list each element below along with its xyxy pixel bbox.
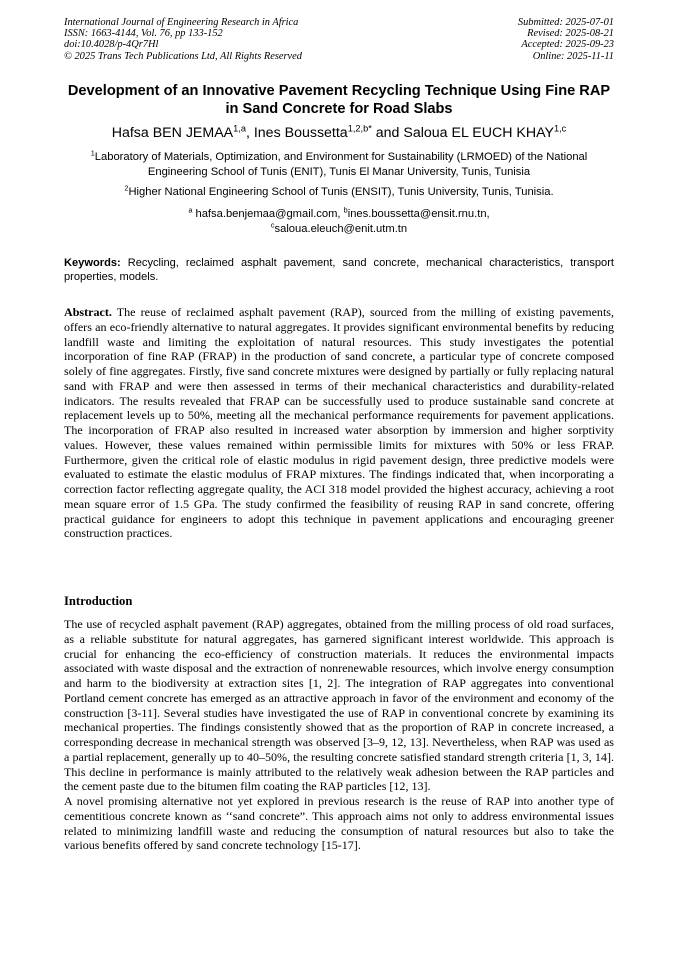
affiliation-text: Laboratory of Materials, Optimization, and Environment for Sustainability (LRMOED) of the National Engineering School of Tunis (ENIT), Tunis El Manar University, Tunis, Tunisia xyxy=(94,151,588,178)
email-marker: b xyxy=(343,205,348,215)
journal-name: International Journal of Engineering Research in Africa xyxy=(64,17,299,28)
author-affiliation-marker: 1,a xyxy=(233,123,246,134)
section-heading-introduction: Introduction xyxy=(64,594,133,608)
affiliation-text: Higher National Engineering School of Tunis (ENSIT), Tunis University, Tunis, Tunisia. xyxy=(128,186,554,198)
author-affiliation-marker: 1,2,b* xyxy=(347,123,372,134)
paper-title: Development of an Innovative Pavement Recycling Technique Using Fine RAP in Sand Concrete for Road Slabs xyxy=(67,83,611,117)
affiliation-1 xyxy=(64,150,614,180)
email-link[interactable]: ines.boussetta@ensit.rnu.tn, xyxy=(347,208,490,220)
publication-dates xyxy=(518,17,614,62)
journal-info xyxy=(64,17,302,62)
abstract-text: The reuse of reclaimed asphalt pavement (RAP), sourced from the milling of existing pavements, offers an eco-friendly alternative to natural aggregates. It provides significant environmental benefits by reducing landfill waste and limiting the exploitation of natural resources. This study investigates the potential incorporation of fine RAP (FRAP) in the production of sand concrete, a particular type of concrete composed solely of fine aggregates. Firstly, five sand concrete mixtures were designed by partially or fully replacing natural sand with FRAP and were then assessed in terms of their mechanical characteristics and durability-related indicators. The results revealed that FRAP can be successfully used to produce sustainable sand concrete at replacement levels up to 50%, meeting all the mechanical performance requirements for pavement applications. The incorporation of FRAP also resulted in increased water absorption by immersion and higher sorptivity values. However, these values remained within permissible limits for mixtures with 50% or less FRAP. Furthermore, given the critical role of elastic modulus in rigid pavement design, three predictive models were evaluated to estimate the elastic modulus of FRAP mixtures. The findings indicated that, when incorporating a correction factor reflecting aggregate quality, the ACI 318 model provided the highest accuracy, achieving a root mean square error of 1.5 GPa. The study confirmed the feasibility of reusing RAP in sand concrete, offering practical guidance for engineers to adopt this technique in pavement applications and encouraging greener construction practices. xyxy=(64,305,614,541)
affiliation-marker: 2 xyxy=(124,183,129,193)
author-name: Saloua EL EUCH KHAY xyxy=(403,125,554,141)
accepted-date: Accepted: 2025-09-23 xyxy=(521,39,614,51)
issn-volume: ISSN: 1663-4144, Vol. 76, pp 133-152 xyxy=(64,28,223,40)
author-name: Hafsa BEN JEMAA xyxy=(111,125,234,141)
email-marker: a xyxy=(188,205,193,215)
author-separator: and xyxy=(371,125,404,141)
affiliation-2 xyxy=(64,185,614,200)
email-link[interactable]: saloua.eleuch@enit.utm.tn xyxy=(274,223,408,235)
doi: doi:10.4028/p-4Qr7Hl xyxy=(64,39,159,51)
email-link[interactable]: hafsa.benjemaa@gmail.com, xyxy=(195,208,341,220)
email-marker: c xyxy=(270,220,275,230)
author-emails xyxy=(64,207,614,237)
copyright: © 2025 Trans Tech Publications Ltd, All Rights Reserved xyxy=(64,50,302,62)
revised-date: Revised: 2025-08-21 xyxy=(527,28,614,40)
affiliation-marker: 1 xyxy=(90,148,95,158)
author-name: Ines Boussetta xyxy=(253,125,348,141)
abstract-block xyxy=(64,305,614,541)
keywords-label: Keywords: xyxy=(64,257,121,269)
paragraph: A novel promising alternative not yet explored in previous research is the reuse of RAP into another type of cementitious concrete known as ‘‘sand concrete”. This approach aims not only to address environmental issues related to minimizing landfill waste and reducing the consumption of natural resources but also to take the various benefits offered by sand concrete technology [15-17]. xyxy=(64,794,614,853)
paragraph: The use of recycled asphalt pavement (RAP) aggregates, obtained from the milling process of old road surfaces, as a reliable substitute for natural aggregates, has garnered significant interest worldwide. This approach is crucial for enhancing the eco-efficiency of construction materials. It reduces the environmental impacts associated with waste disposal and the extraction of nonrenewable resources, which involve energy consumption and harm to the biodiversity at extraction sites [1, 2]. The integration of RAP aggregates into conventional Portland cement concrete has emerged as an attractive approach in favor of the environment and economy of the construction [3-11]. Several studies have investigated the use of RAP in conventional concrete by examining its mechanical properties. The findings consistently showed that as the proportion of RAP in concrete increased, a corresponding decrease in mechanical strength was observed [3–9, 12, 13]. Nevertheless, when RAP was used as a partial replacement, generally up to 40–50%, the resulting concrete satisfied standard strength criteria [1, 3, 14]. This decline in performance is mainly attributed to the relatively weak adhesion between the RAP particles and the cement paste due to the bitumen film coating the RAP particles [12, 13]. xyxy=(64,617,614,794)
author-separator: , xyxy=(245,125,254,141)
author-affiliation-marker: 1,c xyxy=(553,123,567,134)
keywords-text: Recycling, reclaimed asphalt pavement, sand concrete, mechanical characteristics, transport properties, models. xyxy=(64,257,614,284)
submitted-date: Submitted: 2025-07-01 xyxy=(517,17,614,28)
abstract-label: Abstract. xyxy=(64,305,112,319)
introduction-body xyxy=(64,617,614,853)
author-list xyxy=(64,124,614,142)
online-date: Online: 2025-11-11 xyxy=(532,50,614,62)
keywords-block xyxy=(64,256,614,284)
